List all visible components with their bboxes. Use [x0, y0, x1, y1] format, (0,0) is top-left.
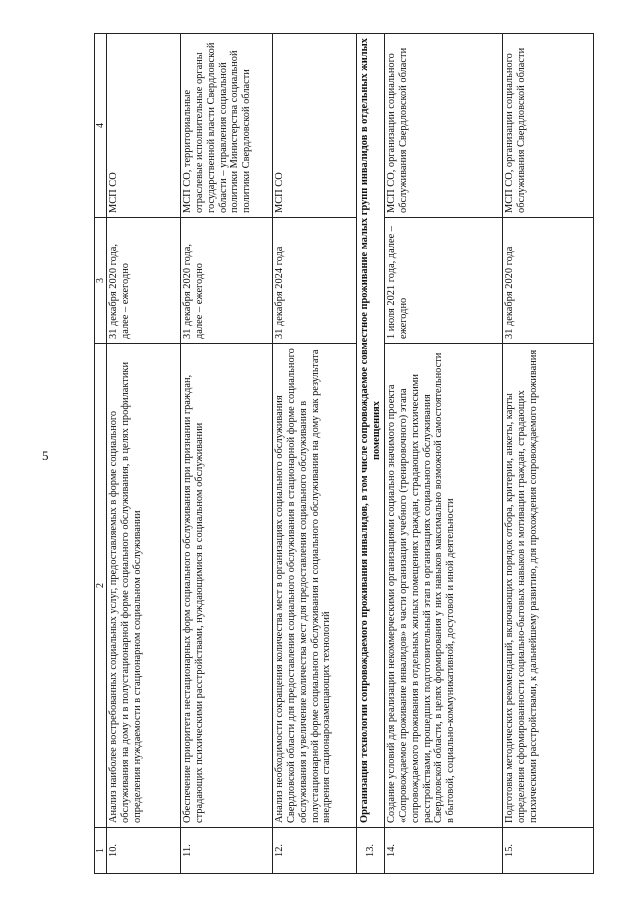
row-number: 12.: [273, 828, 357, 874]
table-row: [181, 34, 273, 874]
table-row: [503, 34, 594, 874]
row-deadline: 31 декабря 2024 года: [273, 218, 357, 344]
row-deadline: 31 декабря 2020 года: [503, 218, 594, 344]
row-measure: Обеспечение приоритета нестационарных форм социального обслуживания при признании граждан, страдающих психическими расстройствами, нуждающимися в социальном обслуживании: [181, 344, 273, 828]
row-measure: Анализ наиболее востребованных социальных услуг, предоставляемых в форме социального обслуживания на дому и в полустационарной форме социального обслуживания, в целях профилактики определения нуждаемости в стационарном социальном обслуживании: [107, 344, 181, 828]
rotated-table-wrapper: [94, 34, 594, 874]
row-deadline: 31 декабря 2020 года, далее – ежегодно: [107, 218, 181, 344]
row-number: 11.: [181, 828, 273, 874]
row-executor: МСП СО: [273, 34, 357, 218]
row-executor: МСП СО: [107, 34, 181, 218]
row-number: 15.: [503, 828, 594, 874]
table-row: [273, 34, 357, 874]
plan-table: [94, 33, 594, 874]
row-executor: МСП СО, территориальные отраслевые исполнительные органы государственной власти Свердловской области – управления социальной политики Министерства социальной политики Свердловской области: [181, 34, 273, 218]
row-deadline: 31 декабря 2020 года, далее – ежегодно: [181, 218, 273, 344]
page-number: 5: [42, 448, 49, 463]
header-col-3: 3: [95, 218, 107, 344]
header-col-1: 1: [95, 828, 107, 874]
header-col-2: 2: [95, 344, 107, 828]
table-row: [107, 34, 181, 874]
row-executor: МСП СО, организации социального обслуживания Свердловской области: [503, 34, 594, 218]
row-measure: Анализ необходимости сокращения количества мест в организациях социального обслуживания Свердловской области для предоставления социального обслуживания в стационарной форме социального обслуживания и увеличение количества мест для предоставления социального обслуживания в полустационарной форме социального обслуживания и социального обслуживания на дому как результата внедрения стационарозамещающих технологий: [273, 344, 357, 828]
row-executor: МСП СО, организации социального обслуживания Свердловской области: [385, 34, 503, 218]
row-number: 10.: [107, 828, 181, 874]
row-measure: Создание условий для реализации некоммерческими организациями социально значимого проекта «Сопровождаемое проживание инвалидов» в части организации учебного (тренировочного) этапа сопровождаемого проживания в отдельных жилых помещениях граждан, страдающих психическими расстройствами, прошедших подготовительный этап в организациях социального обслуживания Свердловской области, в целях формирования у них навыков максимально возможной самостоятельности в бытовой, социально-коммуникативной, досуговой и иной деятельности: [385, 344, 503, 828]
row-measure: Подготовка методических рекомендаций, включающих порядок отбора, критерии, анкеты, карты определения сформированности социально-бытовых навыков и мотивации граждан, страдающих психическими расстройствами, к дальнейшему развитию, для прохождения сопровождаемого проживания: [503, 344, 594, 828]
header-row: [95, 34, 107, 874]
section-title: Организация технологии сопровождаемого проживания инвалидов, в том числе сопровождаемое совместное проживание малых групп инвалидов в отдельных жилых помещениях: [357, 34, 385, 828]
row-number: 14.: [385, 828, 503, 874]
table-row: [385, 34, 503, 874]
section-row: [357, 34, 385, 874]
row-number: 13.: [357, 828, 385, 874]
header-col-4: 4: [95, 34, 107, 218]
row-deadline: 1 июля 2021 года, далее – ежегодно: [385, 218, 503, 344]
